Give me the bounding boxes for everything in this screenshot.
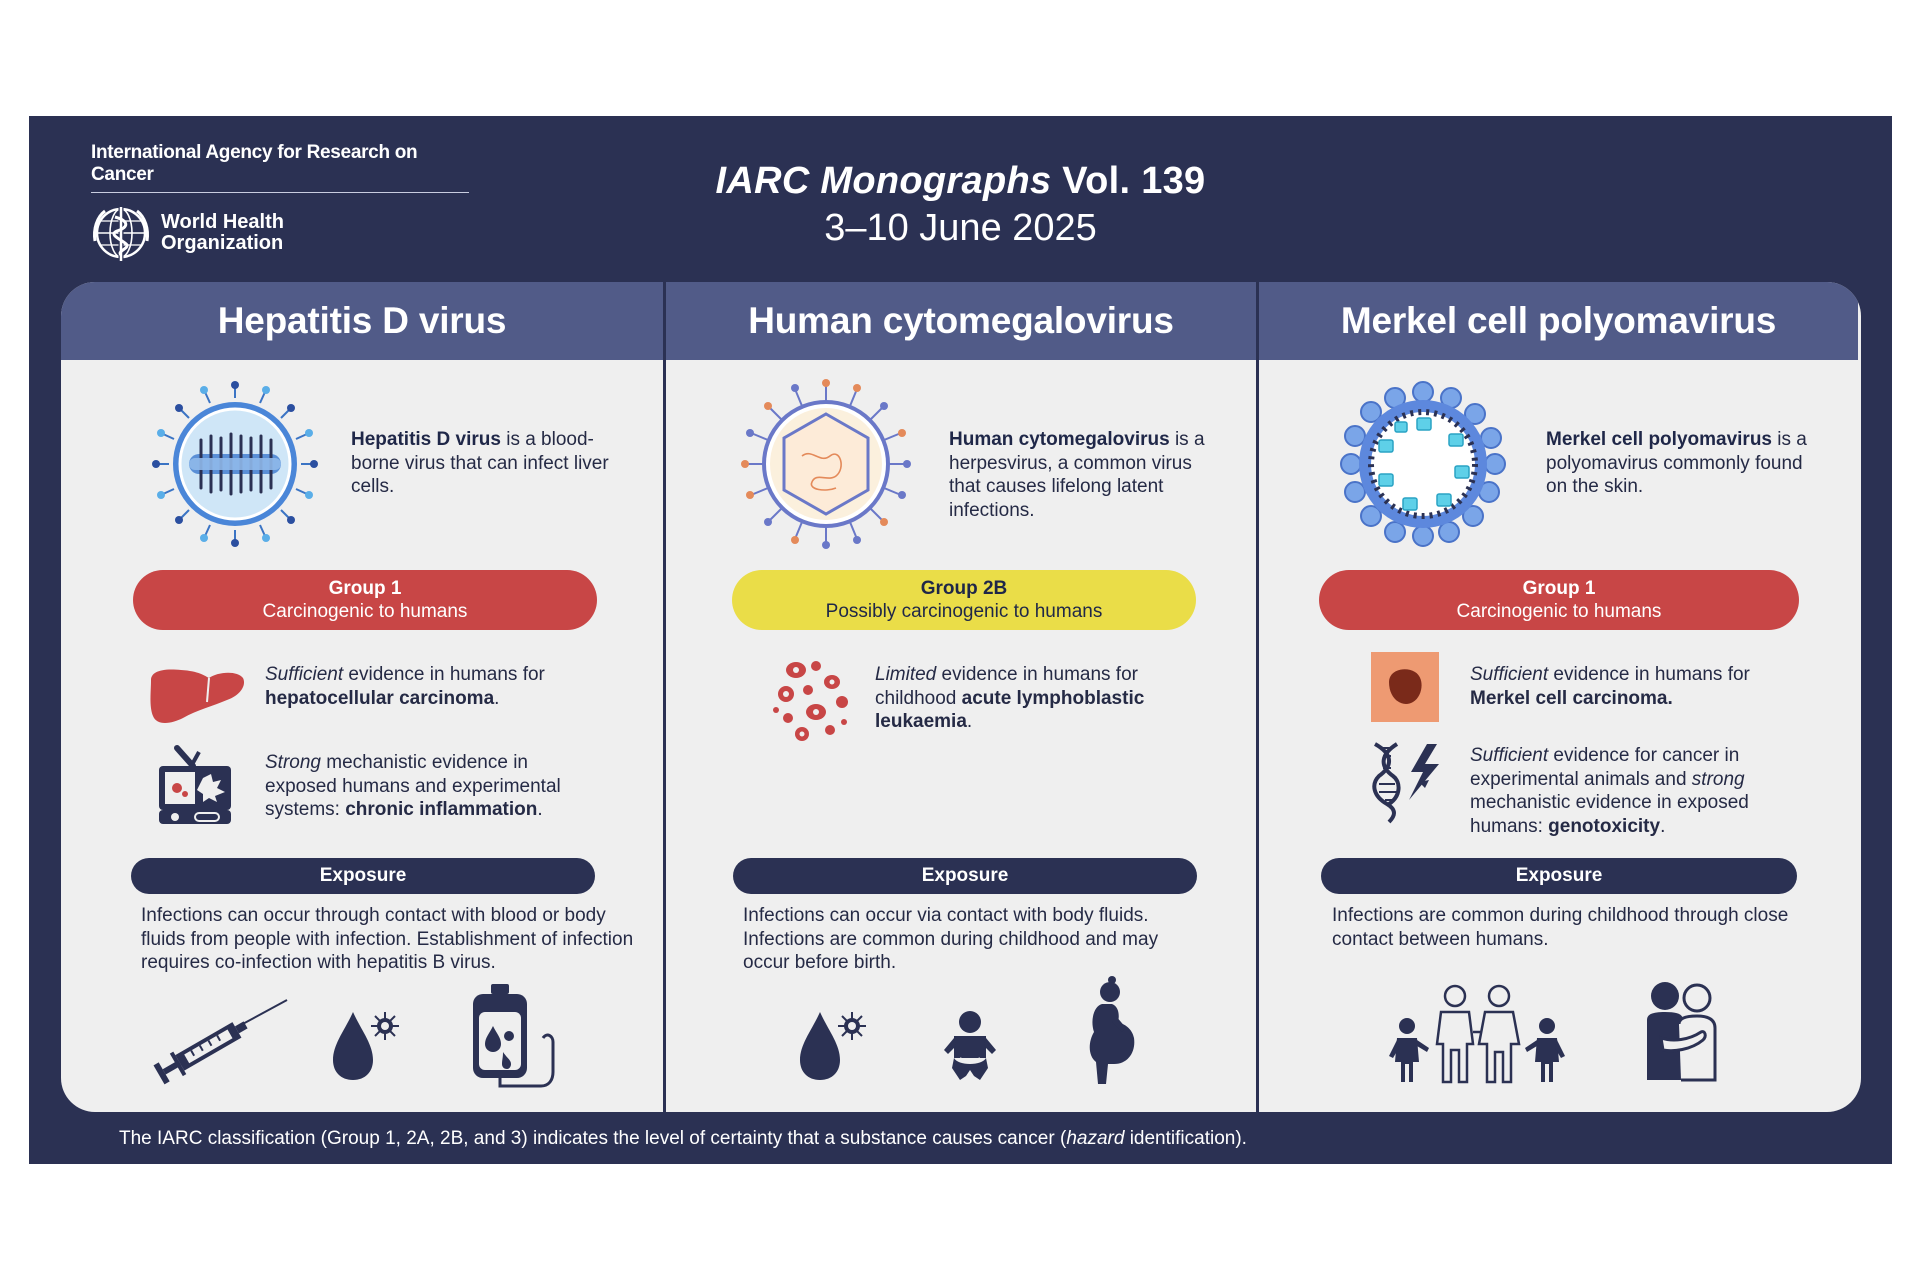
inflammation-icon [155,744,235,826]
group-badge: Group 2B Possibly carcinogenic to humans [732,570,1196,630]
agent-title: Hepatitis D virus [61,282,663,360]
baby-icon [942,1010,998,1082]
agent-column-cytomegalovirus [663,282,1259,1112]
evidence-2: Sufficient evidence for cancer in experimental animals and strong mechanistic evidence in exposed humans: genotoxicity. [1470,745,1749,837]
agent-column-merkel [1259,282,1858,1112]
evidence-1: Sufficient evidence in humans for hepatocellular carcinoma. [265,664,545,709]
agent-intro: Hepatitis D virus is a blood-borne virus that can infect liver cells. [351,429,609,497]
infographic-banner [29,116,1892,1164]
footnote: The IARC classification (Group 1, 2A, 2B, and 3) indicates the level of certainty that a substance causes cancer (hazard identification). [119,1128,1247,1149]
exposure-text: Infections can occur via contact with body fluids. Infections are common during childhood and may occur before birth. [743,905,1159,973]
evidence-1: Sufficient evidence in humans for Merkel cell carcinoma. [1470,664,1750,709]
pregnant-woman-icon [1084,976,1144,1088]
agent-intro: Human cytomegalovirus is a herpesvirus, a common virus that causes lifelong latent infections. [949,429,1205,521]
blood-cells-icon [772,660,852,742]
exposure-label: Exposure [1321,858,1797,894]
group-badge: Group 1 Carcinogenic to humans [1319,570,1799,630]
page-title [29,160,1892,250]
group-badge: Group 1 Carcinogenic to humans [133,570,597,630]
agent-intro: Merkel cell polyomavirus is a polyomavirus commonly found on the skin. [1546,429,1807,497]
meeting-dates: 3–10 June 2025 [824,207,1097,249]
exposure-text: Infections can occur through contact with blood or body fluids from people with infection. Establishment of infection requires co-infection with hepatitis B virus. [141,905,634,973]
syringe-icon [147,996,291,1088]
monograph-title: IARC Monographs Vol. 139 [715,160,1206,202]
exposure-label: Exposure [131,858,595,894]
agents-panel [61,282,1861,1112]
evidence-1: Limited evidence in humans for childhood acute lymphoblastic leukaemia. [875,664,1145,732]
hepatitis-d-virus-icon [149,378,321,550]
blood-bag-icon [469,982,563,1092]
virus-droplet-icon [331,1004,405,1084]
exposure-label: Exposure [733,858,1197,894]
family-icon [1389,982,1565,1086]
agent-column-hepatitis-d [61,282,663,1112]
exposure-text: Infections are common during childhood through close contact between humans. [1332,905,1789,950]
evidence-2: Strong mechanistic evidence in exposed humans and experimental systems: chronic inflammation. [265,752,561,820]
iarc-name: International Agency for Research on Cancer [91,142,469,193]
skin-lesion-icon [1371,652,1439,722]
cytomegalovirus-icon [740,378,912,550]
virus-droplet-icon [798,1004,872,1084]
agent-title: Merkel cell polyomavirus [1259,282,1858,360]
who-name: World Health Organization [161,211,284,254]
merkel-polyomavirus-icon [1337,378,1509,550]
liver-icon [147,666,247,728]
agent-title: Human cytomegalovirus [666,282,1256,360]
broken-dna-icon [1369,740,1449,824]
hug-icon [1643,980,1719,1084]
